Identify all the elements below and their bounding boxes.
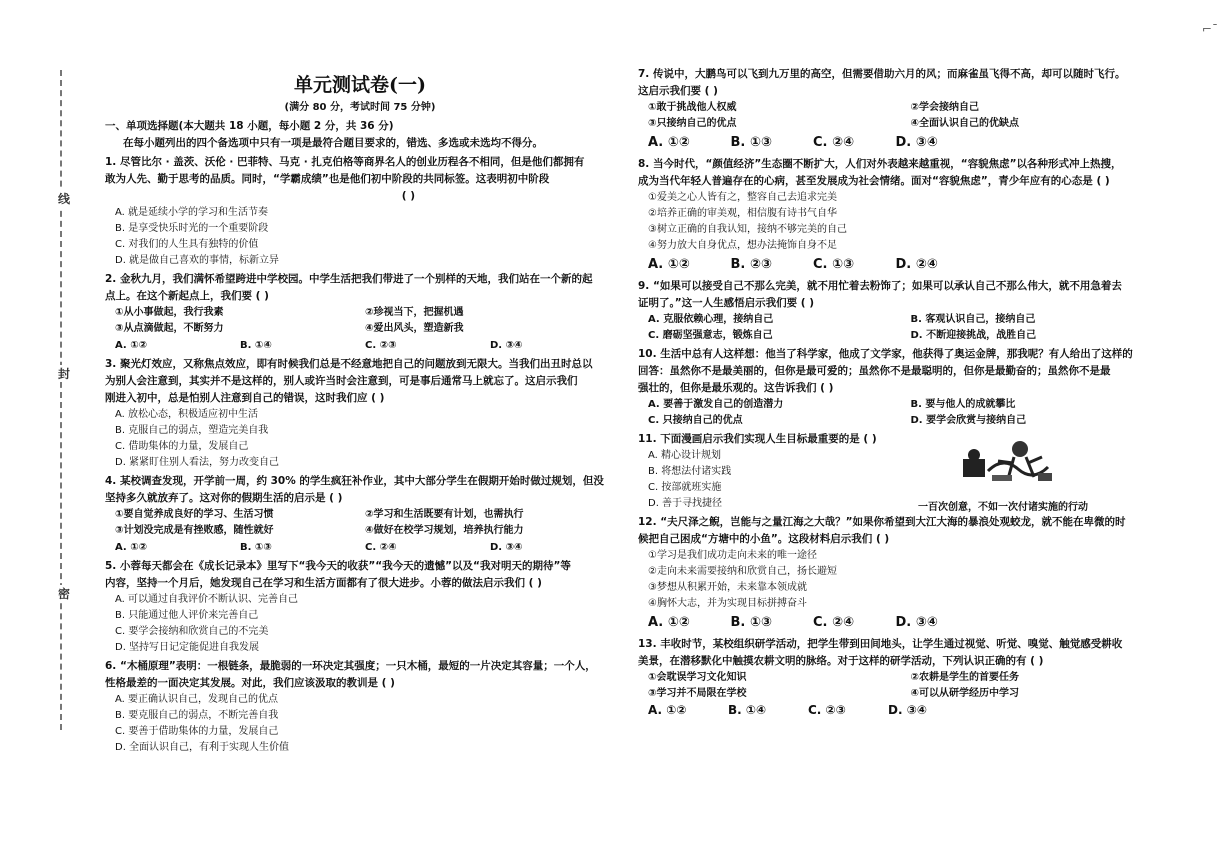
statement-1: ①爱美之心人皆有之，整容自己去追求完美 — [648, 192, 837, 203]
option-a: A. 要善于激发自己的创造潜力 — [648, 399, 784, 410]
statement-4: ④胸怀大志，并为实现目标拼搏奋斗 — [648, 598, 807, 609]
statement-2: ②珍视当下，把握机遇 — [365, 307, 464, 318]
statement-1: ①会耽误学习文化知识 — [648, 672, 747, 683]
question-text: 2. 金秋九月，我们满怀希望跨进中学校园。中学生活把我们带进了一个别样的天地，我们站在一个新的起 — [105, 273, 593, 285]
question-text: 5. 小蓉每天都会在《成长记录本》里写下“我今天的收获”“我今天的遗憾”以及“我对明天的期待”等 — [105, 560, 571, 572]
question-11 — [638, 431, 1173, 512]
choice-b: B. ②③ — [730, 257, 772, 272]
option-b: B. 要克服自己的弱点，不断完善自我 — [115, 710, 279, 721]
question-text: 候把自己困成“方塘中的小鱼”。这段材料启示我们 ( ) — [638, 533, 890, 545]
option-a: A. 可以通过自我评价不断认识、完善自己 — [115, 594, 299, 605]
question-text: 8. 当今时代，“颜值经济”生态圈不断扩大，人们对外表越来越重视，“容貌焦虑”以各种形式冲上热搜， — [638, 158, 1122, 170]
question-1 — [105, 154, 615, 269]
statement-1: ①从小事做起，我行我素 — [115, 307, 224, 318]
page-subtitle: (满分 80 分，考试时间 75 分钟) — [284, 102, 436, 113]
question-text: 敢为人先、勤于思考的品质。同时，“学霸成绩”也是他们初中阶段的共同标签。这表明初中阶段 — [105, 173, 550, 185]
cartoon-image — [958, 431, 1078, 491]
statement-4: ④努力放大自身优点，想办法掩饰自身不足 — [648, 240, 837, 251]
binding-line — [60, 70, 92, 730]
question-text: 13. 丰收时节，某校组织研学活动，把学生带到田间地头，让学生通过视觉、听觉、嗅觉、触觉感受耕收 — [638, 638, 1123, 650]
section-heading: 一、单项选择题(本大题共 18 小题，每小题 2 分，共 36 分) — [105, 120, 394, 132]
choice-d: D. ②④ — [895, 257, 938, 272]
choice-c: C. ②④ — [813, 135, 855, 150]
option-d: D. 要学会欣赏与接纳自己 — [910, 415, 1027, 426]
statement-grid — [638, 100, 1173, 132]
choice-a: A. ①② — [115, 542, 148, 553]
question-text: 性格最差的一面决定其发展。对此，我们应该汲取的教训是 ( ) — [105, 677, 395, 689]
statement-2: ②农耕是学生的首要任务 — [910, 672, 1019, 683]
question-text: 7. 传说中，大鹏鸟可以飞到九万里的高空，但需要借助六月的风；而麻雀虽飞得不高，却可以随时飞行。 — [638, 68, 1126, 80]
statement-3: ③只接纳自己的优点 — [648, 118, 737, 129]
question-3 — [105, 356, 615, 471]
question-text: 成为当代年轻人普遍存在的心病，甚至发展成为社会情绪。面对“容貌焦虑”，青少年应有的心态是 ( ) — [638, 175, 1110, 187]
option-c: C. 按部就班实施 — [648, 482, 722, 493]
option-d: D. 紧紧盯住别人看法，努力改变自己 — [115, 457, 280, 468]
statement-4: ④全面认识自己的优缺点 — [910, 118, 1019, 129]
choice-c: C. ②④ — [813, 615, 855, 630]
option-d: D. 善于寻找捷径 — [648, 498, 723, 509]
statement-2: ②学习和生活既要有计划，也需执行 — [365, 509, 524, 520]
option-b: B. 是享受快乐时光的一个重要阶段 — [115, 223, 269, 234]
question-10 — [638, 346, 1173, 429]
choice-b: B. ①③ — [730, 135, 772, 150]
option-c: C. 磨砺坚强意志，锻炼自己 — [648, 330, 773, 341]
page-title: 单元测试卷(一) — [294, 74, 426, 96]
statement-grid — [105, 305, 615, 337]
option-a: A. 要正确认识自己，发现自己的优点 — [115, 694, 279, 705]
statement-4: ④可以从研学经历中学习 — [910, 688, 1019, 699]
left-column — [105, 72, 615, 756]
statement-grid — [638, 670, 1173, 702]
question-7 — [638, 66, 1173, 154]
answer-choices — [638, 612, 978, 634]
question-text: 6. “木桶原理”表明：一根链条，最脆弱的一环决定其强度；一只木桶，最短的一片决定其容量；一个人， — [105, 660, 596, 672]
question-text: 1. 尽管比尔 · 盖茨、沃伦 · 巴菲特、马克 · 扎克伯格等商界名人的创业历程各不相同，但是他们都拥有 — [105, 156, 585, 168]
question-13 — [638, 636, 1173, 719]
option-a: A. 放松心态，积极适应初中生活 — [115, 409, 259, 420]
choice-d: D. ③④ — [895, 615, 938, 630]
choice-c: C. ②④ — [365, 542, 397, 553]
choice-b: B. ①④ — [728, 703, 767, 717]
question-text: 11. 下面漫画启示我们实现人生目标最重要的是 ( ) — [638, 433, 877, 445]
question-5 — [105, 558, 615, 656]
choice-b: B. ①③ — [730, 615, 772, 630]
option-d: D. 全面认识自己，有利于实现人生价值 — [115, 742, 290, 753]
statement-grid — [105, 507, 615, 539]
option-d: D. 不断迎接挑战，战胜自己 — [910, 330, 1037, 341]
statement-4: ④做好在校学习规划，培养执行能力 — [365, 525, 524, 536]
option-grid — [638, 312, 1173, 344]
statement-3: ③计划没完成是有挫败感，随性就好 — [115, 525, 274, 536]
answer-choices — [638, 254, 978, 276]
statement-3: ③树立正确的自我认知，接纳不够完美的自己 — [648, 224, 847, 235]
question-text: 9. “如果可以接受自己不那么完美，就不用忙着去粉饰了；如果可以承认自己不那么伟大，就不用急着去 — [638, 280, 1122, 292]
corner-mark: ⌐ˉ — [1201, 22, 1218, 36]
option-c: C. 要学会接纳和欣赏自己的不完美 — [115, 626, 269, 637]
question-text: 回答：虽然你不是最美丽的，但你是最可爱的；虽然你不是最聪明的，但你是最勤奋的；虽然你不是最 — [638, 365, 1111, 377]
statement-3: ③从点滴做起，不断努力 — [115, 323, 224, 334]
choice-d: D. ③④ — [490, 340, 523, 351]
binding-label-feng: 封 — [57, 367, 70, 381]
option-b: B. 只能通过他人评价来完善自己 — [115, 610, 259, 621]
binding-label-mi: 密 — [57, 587, 70, 601]
choice-b: B. ①④ — [240, 340, 272, 351]
statement-3: ③梦想从积累开始，未来靠本领成就 — [648, 582, 807, 593]
question-text: 点上。在这个新起点上，我们要 ( ) — [105, 290, 269, 302]
option-c: C. 只接纳自己的优点 — [648, 415, 743, 426]
question-text: 强壮的，但你是最乐观的。这告诉我们 ( ) — [638, 382, 834, 394]
right-column — [638, 64, 1173, 719]
statement-2: ②走向未来需要接纳和欣赏自己，扬长避短 — [648, 566, 837, 577]
cartoon-caption: 一百次创意，不如一次付诸实施的行动 — [918, 502, 1088, 513]
statement-1: ①要自觉养成良好的学习、生活习惯 — [115, 509, 274, 520]
option-b: B. 客观认识自己，接纳自己 — [910, 314, 1036, 325]
statement-1: ①学习是我们成功走向未来的唯一途径 — [648, 550, 817, 561]
option-b: B. 将想法付诸实践 — [648, 466, 732, 477]
choice-d: D. ③④ — [888, 703, 928, 717]
binding-label-xian: 线 — [57, 192, 70, 206]
choice-c: C. ②③ — [365, 340, 397, 351]
choice-d: D. ③④ — [490, 542, 523, 553]
question-text: 3. 聚光灯效应，又称焦点效应，即有时候我们总是不经意地把自己的问题放到无限大。当我们出丑时总以 — [105, 358, 593, 370]
question-2 — [105, 271, 615, 354]
choice-a: A. ①② — [648, 135, 690, 150]
answer-choices — [638, 132, 978, 154]
choice-a: A. ①② — [648, 703, 687, 717]
option-d: D. 坚持写日记定能促进自我发展 — [115, 642, 260, 653]
option-a: A. 就是延续小学的学习和生活节奏 — [115, 207, 269, 218]
choice-a: A. ①② — [648, 615, 690, 630]
question-text: 10. 生活中总有人这样想：他当了科学家，他成了文学家，他获得了奥运金牌，那我呢？有人给出了这样的 — [638, 348, 1133, 360]
answer-paren: ( ) — [401, 190, 415, 202]
question-8 — [638, 156, 1173, 276]
option-b: B. 要与他人的成就攀比 — [910, 399, 1016, 410]
answer-choices — [105, 539, 615, 556]
question-4 — [105, 473, 615, 556]
choice-d: D. ③④ — [895, 135, 938, 150]
option-c: C. 对我们的人生具有独特的价值 — [115, 239, 259, 250]
choice-b: B. ①③ — [240, 542, 272, 553]
section-instruction: 在每小题列出的四个备选项中只有一项是最符合题目要求的，错选、多选或未选均不得分。 — [123, 137, 543, 149]
question-text: 证明了。”这一人生感悟启示我们要 ( ) — [638, 297, 815, 309]
option-a: A. 精心设计规划 — [648, 450, 722, 461]
option-c: C. 借助集体的力量，发展自己 — [115, 441, 249, 452]
statement-3: ③学习并不局限在学校 — [648, 688, 747, 699]
choice-a: A. ①② — [115, 340, 148, 351]
statement-1: ①敢于挑战他人权威 — [648, 102, 737, 113]
choice-c: C. ②③ — [808, 703, 846, 717]
question-text: 内容，坚持一个月后，她发现自己在学习和生活方面都有了很大进步。小蓉的做法启示我们 ( ) — [105, 577, 542, 589]
choice-c: C. ①③ — [813, 257, 855, 272]
question-text: 美景，在潜移默化中触摸农耕文明的脉络。对于这样的研学活动，下列认识正确的有 ( ) — [638, 655, 1044, 667]
option-a: A. 克服依赖心理，接纳自己 — [648, 314, 774, 325]
question-text: 4. 某校调查发现，开学前一周，约 30% 的学生疯狂补作业，其中大部分学生在假期开始时做过规划，但没 — [105, 475, 604, 487]
option-c: C. 要善于借助集体的力量，发展自己 — [115, 726, 279, 737]
question-text: 刚进入初中，总是怕别人注意到自己的错误，这时我们应 ( ) — [105, 392, 385, 404]
choice-a: A. ①② — [648, 257, 690, 272]
statement-2: ②学会接纳自己 — [910, 102, 979, 113]
answer-choices — [638, 702, 968, 719]
option-b: B. 克服自己的弱点，塑造完美自我 — [115, 425, 269, 436]
option-grid — [638, 397, 1173, 429]
question-6 — [105, 658, 615, 756]
question-12 — [638, 514, 1173, 634]
answer-choices — [105, 337, 615, 354]
question-text: 12. “夫尺泽之鲵，岂能与之量江海之大哉？”如果你希望到大江大海的暴浪处观蛟龙，就不能在卑微的时 — [638, 516, 1126, 528]
statement-4: ④爱出风头，塑造新我 — [365, 323, 464, 334]
option-d: D. 就是做自己喜欢的事情，标新立异 — [115, 255, 280, 266]
question-text: 坚持多久就放弃了。这对你的假期生活的启示是 ( ) — [105, 492, 343, 504]
statement-2: ②培养正确的审美观，相信腹有诗书气自华 — [648, 208, 837, 219]
question-9 — [638, 278, 1173, 344]
question-text: 为别人会注意到，其实并不是这样的，别人或许当时会注意到，可是事后通常马上就忘了。这启示我们 — [105, 375, 578, 387]
question-text: 这启示我们要 ( ) — [638, 85, 718, 97]
